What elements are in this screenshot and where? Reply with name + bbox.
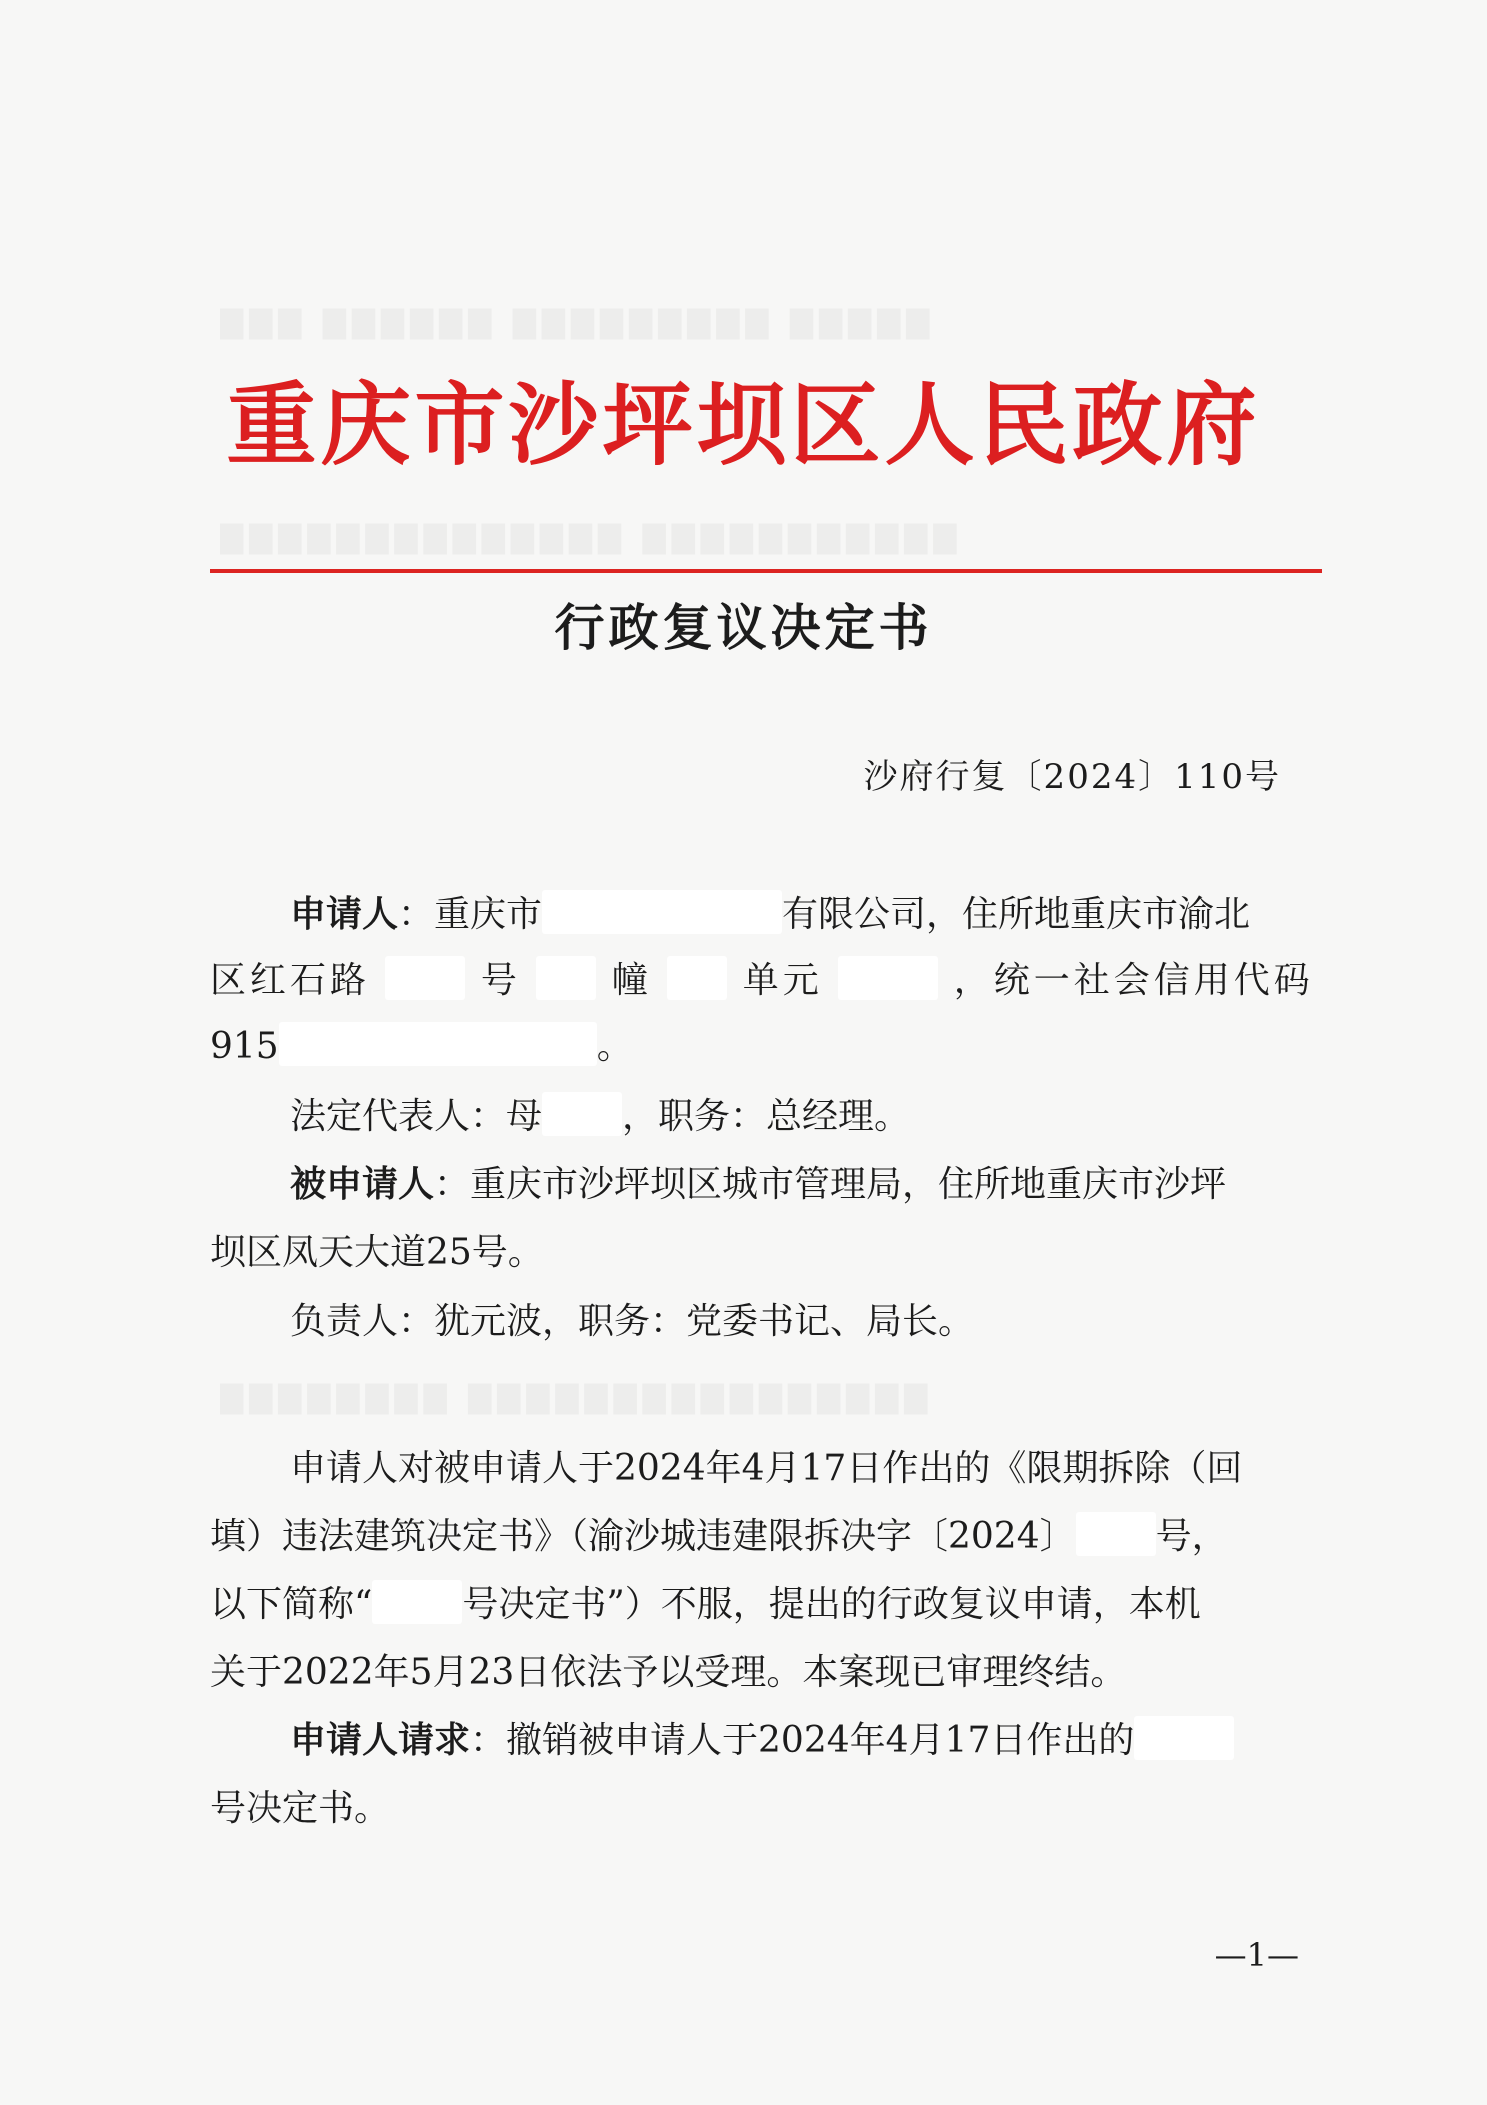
- body-text: 号，: [1155, 1516, 1228, 1557]
- applicant-name-prefix: ：重庆市: [398, 894, 543, 935]
- body-line-4: 关于2022年5月23日依法予以受理。本案现已审理终结。: [210, 1652, 1127, 1693]
- applicant-label: 申请人: [290, 894, 399, 935]
- redaction-block: [1076, 1512, 1156, 1556]
- request-line-1: [290, 1716, 1234, 1766]
- body-line-2: [210, 1512, 1228, 1562]
- rep-suffix: ，职务：总经理。: [622, 1096, 911, 1137]
- body-text: 号决定书”）不服，提出的行政复议申请，本机: [462, 1584, 1201, 1625]
- applicant-name-suffix: 有限公司，住所地重庆市渝北: [782, 894, 1251, 935]
- redaction-block: [542, 890, 782, 934]
- redaction-block: [838, 956, 938, 1000]
- address-part: ，统一社会信用代码: [953, 960, 1314, 1001]
- page-number: —1—: [1214, 1936, 1299, 1974]
- applicant-line-3: [210, 1022, 633, 1072]
- red-divider-line: [210, 569, 1322, 573]
- bleed-through-texture: ▇▇▇ ▇▇▇▇▇▇ ▇▇▇▇▇▇▇▇▇ ▇▇▇▇▇: [220, 305, 936, 340]
- body-text: 以下简称“: [210, 1584, 373, 1625]
- issuer-header: 重庆市沙坪坝区人民政府: [226, 372, 1261, 478]
- address-part: 单元: [742, 960, 823, 1001]
- document-number: 沙府行复〔2024〕110号: [863, 757, 1281, 797]
- address-part: 号: [480, 960, 521, 1001]
- request-text: ：撤销被申请人于2024年4月17日作出的: [470, 1720, 1135, 1761]
- bleed-through-texture: ▇▇▇▇▇▇▇▇▇▇▇▇▇▇ ▇▇▇▇▇▇▇▇▇▇▇: [220, 520, 963, 555]
- credit-code-end: 。: [596, 1026, 633, 1067]
- applicant-line-2: [210, 956, 1312, 1006]
- request-line-2: 号决定书。: [210, 1788, 391, 1829]
- respondent-line-2: 坝区凤天大道25号。: [210, 1232, 544, 1273]
- redaction-block: [372, 1580, 462, 1624]
- redaction-block: [542, 1092, 622, 1136]
- document-title: 行政复议决定书: [554, 598, 933, 657]
- rep-prefix: 法定代表人：母: [290, 1096, 543, 1137]
- body-line-3: [210, 1580, 1201, 1630]
- respondent-text: ：重庆市沙坪坝区城市管理局，住所地重庆市沙坪: [434, 1164, 1227, 1205]
- body-line-1: 申请人对被申请人于2024年4月17日作出的《限期拆除（回: [290, 1448, 1243, 1489]
- request-label: 申请人请求: [290, 1720, 471, 1761]
- redaction-block: [1134, 1716, 1234, 1760]
- redaction-block: [667, 956, 727, 1000]
- legal-representative: [290, 1092, 910, 1142]
- respondent-label: 被申请人: [290, 1164, 435, 1205]
- address-part: 幢: [611, 960, 652, 1001]
- address-part: 区红石路: [210, 960, 371, 1001]
- credit-code-prefix: 915: [210, 1026, 279, 1067]
- bleed-through-texture: ▇▇▇▇▇▇▇▇ ▇▇▇▇▇▇▇▇▇▇▇▇▇▇▇▇: [220, 1380, 934, 1415]
- applicant-line-1: [290, 890, 1250, 940]
- redaction-block: [279, 1022, 597, 1066]
- respondent-line-1: [290, 1160, 1226, 1210]
- body-text: 填）违法建筑决定书》（渝沙城违建限拆决字〔2024〕: [210, 1516, 1076, 1557]
- redaction-block: [536, 956, 596, 1000]
- respondent-head: 负责人：犹元波，职务：党委书记、局长。: [290, 1301, 975, 1342]
- redaction-block: [385, 956, 465, 1000]
